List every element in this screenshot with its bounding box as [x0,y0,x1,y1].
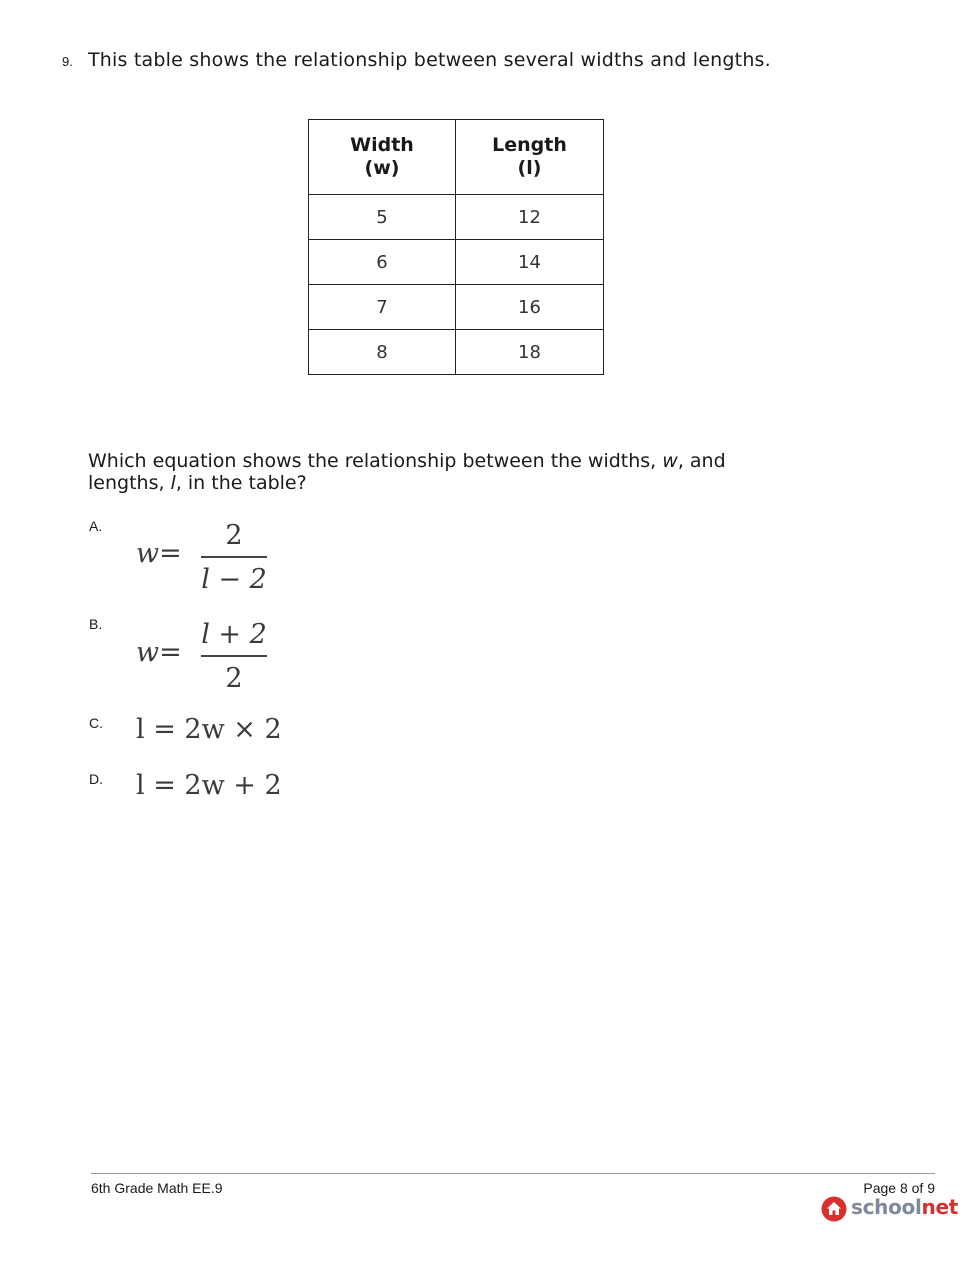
header-width-symbol: (w) [364,157,400,179]
prompt-text-2: , and lengths, [88,450,726,494]
logo-wordmark [851,1195,958,1219]
choice-a-letter[interactable]: A. [89,518,103,534]
choice-d-equation[interactable]: l = 2w + 2 [136,770,282,801]
width-cell: 5 [309,195,456,240]
logo-word-main: school [851,1195,922,1219]
width-cell: 7 [309,285,456,330]
table-row [309,330,604,375]
footer-divider [91,1173,935,1174]
logo-word-accent: net [921,1195,959,1219]
choice-a-var: w [136,538,160,569]
footer-page-number: Page 8 of 9 [863,1180,935,1196]
choice-b-denominator: 2 [225,662,243,694]
width-length-table [308,119,604,375]
width-cell: 6 [309,240,456,285]
fraction-bar [201,655,267,657]
table-row [309,285,604,330]
choice-b-fraction [201,617,267,697]
length-cell: 12 [456,195,604,240]
question-prompt [88,450,788,494]
prompt-var-l: l [170,472,176,494]
header-width-label: Width [350,134,414,156]
choice-a-equals: = [159,538,182,569]
choice-c-equation[interactable]: l = 2w × 2 [136,714,282,745]
header-length-symbol: (l) [517,157,542,179]
choice-b-equation[interactable] [136,617,276,697]
length-cell: 14 [456,240,604,285]
choice-d-letter[interactable]: D. [89,771,103,787]
choice-b-var: w [136,637,160,668]
choice-b-equals: = [159,637,182,668]
prompt-text-1: Which equation shows the relationship between the widths, [88,450,663,472]
header-length-label: Length [492,134,567,156]
footer-course: 6th Grade Math EE.9 [91,1180,223,1196]
choice-a-equation[interactable] [136,518,276,598]
table-row [309,240,604,285]
width-cell: 8 [309,330,456,375]
header-width [309,120,456,195]
choice-c-letter[interactable]: C. [89,715,103,731]
table-header-row [309,120,604,195]
choice-b-letter[interactable]: B. [89,616,103,632]
prompt-text-3: , in the table? [175,472,307,494]
choice-b-numerator: l + 2 [201,619,267,650]
fraction-bar [201,556,267,558]
choice-a-denominator: l − 2 [201,563,267,595]
question-stem: This table shows the relationship between several widths and lengths. [88,49,771,71]
choice-a-lhs [136,538,182,569]
length-cell: 16 [456,285,604,330]
prompt-var-w: w [662,450,678,472]
question-number: 9. [62,54,73,69]
house-icon [821,1196,847,1222]
table-row [309,195,604,240]
choice-a-numerator: 2 [225,520,243,551]
choice-b-lhs [136,637,182,668]
length-cell: 18 [456,330,604,375]
header-length [456,120,604,195]
choice-a-fraction [201,518,267,598]
